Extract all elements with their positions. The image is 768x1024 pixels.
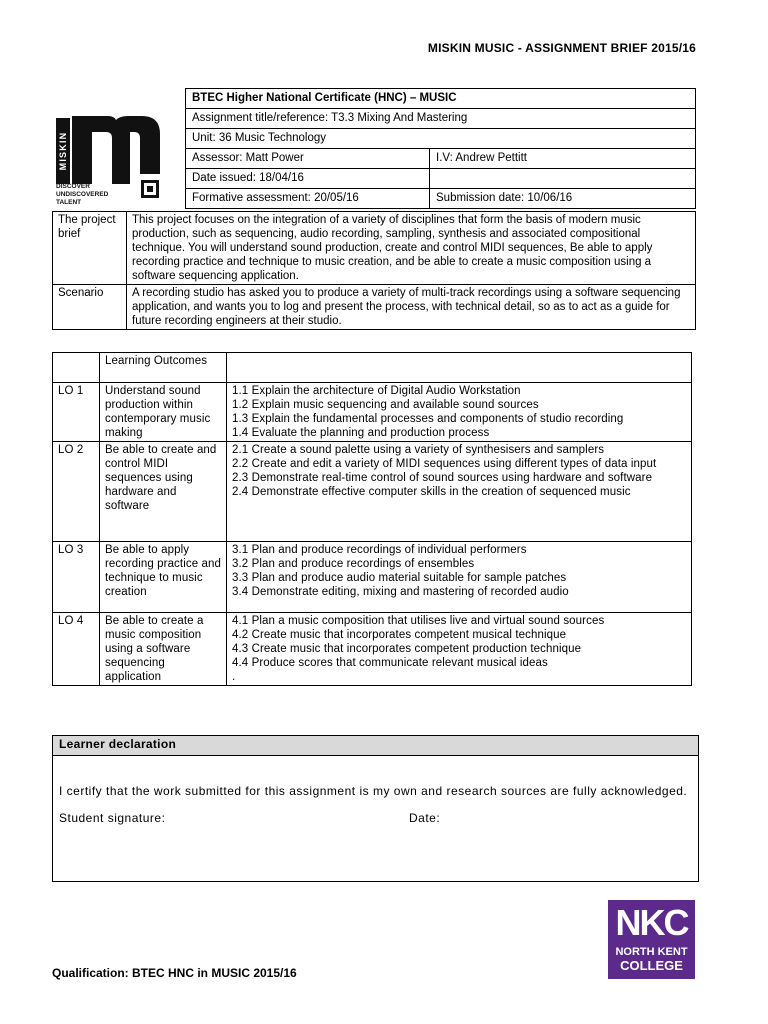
miskin-tagline: DISCOVER UNDISCOVERED TALENT	[56, 183, 109, 206]
lo-outcome: Be able to apply recording practice and technique to music creation	[100, 542, 227, 613]
lo-header: Learning Outcomes	[100, 353, 227, 383]
lo-criteria: 3.1 Plan and produce recordings of individual performers 3.2 Plan and produce recordings of ensembles 3.3 Plan and produce audio material suitable for sample patches 3.4 Demonstrate editing, mixing and mastering of recorded audio	[227, 542, 692, 613]
miskin-m-icon	[56, 114, 164, 184]
declaration-text: I certify that the work submitted for this assignment is my own and research sources are fully acknowledged.	[59, 784, 688, 798]
lo-criteria: 4.1 Plan a music composition that utilises live and virtual sound sources 4.2 Create music that incorporates competent musical technique 4.3 Create music that incorporates competent production technique 4.4 Produce scores that communicate relevant musical ideas .	[227, 613, 692, 686]
document-header-title: MISKIN MUSIC - ASSIGNMENT BRIEF 2015/16	[427, 41, 696, 55]
lo-row	[53, 442, 692, 542]
project-brief-table	[52, 211, 696, 330]
nkc-line2: COLLEGE	[620, 958, 683, 973]
nkc-line1: NORTH KENT	[615, 946, 688, 958]
lo-id: LO 4	[53, 613, 100, 686]
date-issued-cell: Date issued: 18/04/16	[186, 169, 430, 189]
scenario-text: A recording studio has asked you to produce a variety of multi-track recordings using a software sequencing application, and wants you to log and present the process, with technical detail, so as to act as a guide for future recording engineers at their studio.	[127, 285, 696, 330]
course-info-table	[185, 88, 696, 209]
assessor-cell: Assessor: Matt Power	[186, 149, 430, 169]
lo-row	[53, 542, 692, 613]
qualification-cell: BTEC Higher National Certificate (HNC) – MUSIC	[186, 89, 696, 109]
miskin-box-icon	[141, 180, 159, 198]
project-brief-text: This project focuses on the integration of a variety of disciplines that form the basis of modern music production, such as sequencing, audio recording, sampling, synthesis and associated compositional technique. You will understand sound production, create and control MIDI sequences, Be able to apply recording practice and technique to music creation, and be able to create a music composition using a software sequencing application.	[127, 212, 696, 285]
empty-cell	[430, 169, 696, 189]
learning-outcomes-table	[52, 352, 692, 686]
lo-id: LO 3	[53, 542, 100, 613]
student-signature-label: Student signature:	[59, 811, 166, 825]
formative-cell: Formative assessment: 20/05/16	[186, 189, 430, 209]
lo-outcome: Be able to create and control MIDI sequences using hardware and software	[100, 442, 227, 542]
scenario-label: Scenario	[53, 285, 127, 330]
lo-id: LO 1	[53, 383, 100, 442]
lo-outcome: Be able to create a music composition using a software sequencing application	[100, 613, 227, 686]
nkc-initials: NKC	[615, 902, 688, 943]
learner-declaration-box	[52, 735, 699, 882]
miskin-logo	[56, 114, 164, 206]
assignment-cell: Assignment title/reference: T3.3 Mixing And Mastering	[186, 109, 696, 129]
lo-header-criteria	[227, 353, 692, 383]
submission-cell: Submission date: 10/06/16	[430, 189, 696, 209]
unit-cell: Unit: 36 Music Technology	[186, 129, 696, 149]
north-kent-college-logo	[608, 900, 695, 979]
lo-header-empty	[53, 353, 100, 383]
lo-criteria: 2.1 Create a sound palette using a variety of synthesisers and samplers 2.2 Create and edit a variety of MIDI sequences using different types of data input 2.3 Demonstrate real-time control of sound sources using hardware and software 2.4 Demonstrate effective computer skills in the creation of sequenced music	[227, 442, 692, 542]
footer-qualification: Qualification: BTEC HNC in MUSIC 2015/16	[52, 966, 297, 980]
iv-cell: I.V: Andrew Pettitt	[430, 149, 696, 169]
miskin-wordmark: MISKIN	[56, 118, 70, 184]
lo-row	[53, 613, 692, 686]
lo-row	[53, 383, 692, 442]
date-label: Date:	[409, 811, 441, 825]
lo-criteria: 1.1 Explain the architecture of Digital Audio Workstation 1.2 Explain music sequencing and available sound sources 1.3 Explain the fundamental processes and components of studio recording 1.4 Evaluate the planning and production process	[227, 383, 692, 442]
declaration-heading: Learner declaration	[53, 736, 698, 756]
project-brief-label: The project brief	[53, 212, 127, 285]
lo-id: LO 2	[53, 442, 100, 542]
lo-outcome: Understand sound production within contemporary music making	[100, 383, 227, 442]
